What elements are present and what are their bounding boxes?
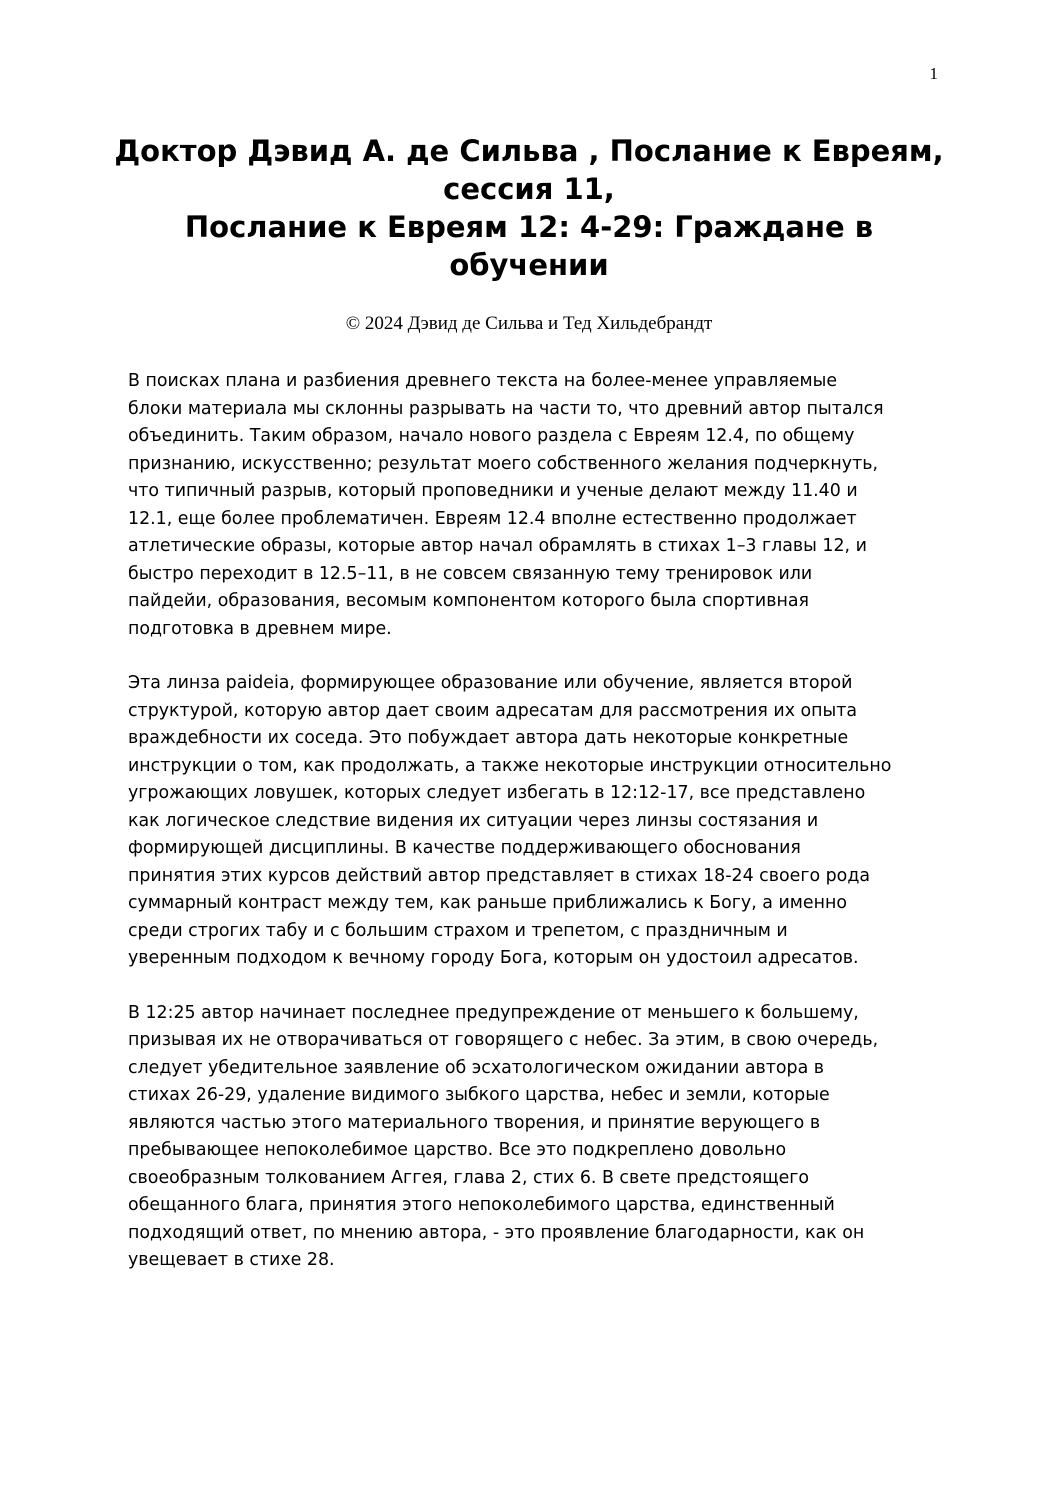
text-line: объединить. Таким образом, начало нового раздела с Евреям 12.4, по общему	[128, 426, 855, 446]
title-line: Послание к Евреям 12: 4-29: Граждане в	[184, 210, 874, 244]
text-line: своеобразным толкованием Аггея, глава 2, стих 6. В свете предстоящего	[128, 1167, 810, 1188]
paragraph-3	[128, 1000, 948, 1275]
text-line: пайдейи, образования, весомым компонентом которого была спортивная	[128, 591, 809, 611]
text-line: атлетические образы, которые автор начал обрамлять в стихах 1–3 главы 12, и	[128, 536, 867, 556]
copyright-notice: © 2024 Дэвид де Сильва и Тед Хильдебрандт	[345, 313, 713, 334]
text-line: В 12:25 автор начинает последнее предупреждение от меньшего к большему,	[128, 1002, 859, 1023]
page-number: 1	[929, 64, 938, 83]
text-line: призывая их не отворачиваться от говорящего с небес. За этим, в свою очередь,	[128, 1030, 879, 1050]
body-text	[128, 368, 948, 1302]
text-line: следует убедительное заявление об эсхатологическом ожидании автора в	[128, 1057, 825, 1078]
paragraph-1	[128, 368, 948, 643]
text-line: обещанного блага, принятия этого непоколебимого царства, единственный	[128, 1195, 835, 1215]
text-line: подготовка в древнем мире.	[128, 618, 392, 639]
text-line: Эта линза paideia, формирующее образование или обучение, является второй	[128, 673, 853, 693]
text-line: признанию, искусственно; результат моего собственного желания подчеркнуть,	[128, 453, 879, 474]
document-title	[100, 132, 958, 284]
text-line: суммарный контраст между тем, как раньше приближались к Богу, а именно	[128, 893, 847, 913]
text-line: как логическое следствие видения их ситуации через линзы состязания и	[128, 810, 819, 831]
paragraph-2	[128, 670, 948, 973]
text-line: принятия этих курсов действий автор представляет в стихах 18-24 своего рода	[128, 865, 870, 886]
text-line: 12.1, еще более проблематичен. Евреям 12.4 вполне естественно продолжает	[128, 508, 857, 529]
title-line: сессия 11,	[443, 172, 615, 206]
text-line: уверенным подходом к вечному городу Бога, которым он удостоил адресатов.	[128, 948, 859, 968]
text-line: структурой, которую автор дает своим адресатам для рассмотрения их опыта	[128, 700, 858, 721]
text-line: враждебности их соседа. Это побуждает автора дать некоторые конкретные	[128, 728, 849, 748]
text-line: что типичный разрыв, который проповедники и ученые делают между 11.40 и	[128, 481, 858, 501]
text-line: блоки материала мы склонны разрывать на части то, что древний автор пытался	[128, 398, 884, 419]
text-line: увещевает в стихе 28.	[128, 1250, 335, 1270]
title-line: Доктор Дэвид А. де Сильва , Послание к Евреям,	[114, 134, 944, 168]
text-line: угрожающих ловушек, которых следует избегать в 12:12-17, все представлено	[128, 783, 866, 803]
text-line: являются частью этого материального творения, и принятие верующего в	[128, 1112, 821, 1133]
text-line: В поисках плана и разбиения древнего текста на более-менее управляемые	[128, 371, 838, 391]
text-line: быстро переходит в 12.5–11, в не совсем связанную тему тренировок или	[128, 563, 813, 584]
text-line: стихах 26-29, удаление видимого зыбкого царства, небес и земли, которые	[128, 1085, 830, 1105]
text-line: пребывающее непоколебимое царство. Все это подкреплено довольно	[128, 1140, 787, 1160]
text-line: формирующей дисциплины. В качестве поддерживающего обоснования	[128, 838, 801, 858]
title-line: обучении	[449, 248, 609, 282]
text-line: подходящий ответ, по мнению автора, - это проявление благодарности, как он	[128, 1222, 865, 1243]
text-line: среди строгих табу и с большим страхом и трепетом, с праздничным и	[128, 920, 788, 941]
text-line: инструкции о том, как продолжать, а также некоторые инструкции относительно	[128, 755, 892, 776]
